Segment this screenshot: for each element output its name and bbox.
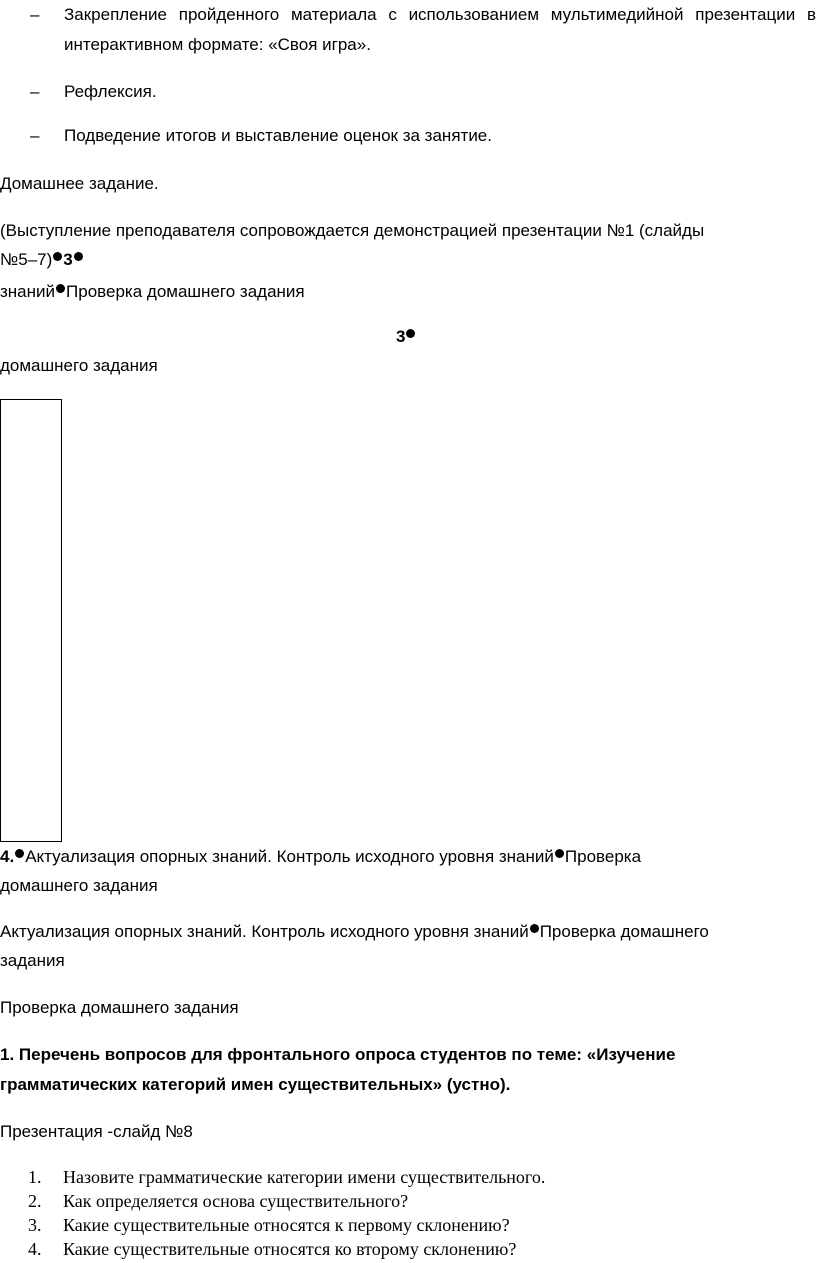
check-homework-heading: Проверка домашнего задания — [0, 998, 239, 1017]
dash-marker: – — [30, 82, 40, 101]
bullet-icon — [555, 849, 564, 858]
bullet-icon — [53, 252, 62, 261]
presentation-note-line2 — [0, 245, 84, 275]
bullet-icon — [406, 329, 415, 338]
list-text: Как определяется основа существительного? — [63, 1191, 409, 1211]
garbled-text: знаний — [0, 282, 56, 301]
list-number: 1. — [28, 1167, 42, 1187]
centered-number — [396, 322, 416, 352]
slide-reference: Презентация -слайд №8 — [0, 1122, 193, 1141]
garbled-text: домашнего задания — [0, 356, 158, 375]
list-number: 2. — [28, 1191, 42, 1211]
repeat-text: Проверка домашнего — [539, 922, 709, 941]
homework-heading: Домашнее задание. — [0, 174, 159, 193]
question-heading-line1: 1. Перечень вопросов для фронтального опроса студентов по теме: «Изучение — [0, 1045, 676, 1064]
empty-frame — [0, 399, 62, 842]
presentation-note-line1: (Выступление преподавателя сопровождается демонстрацией презентации №1 (слайды — [0, 221, 705, 240]
bullet-icon — [530, 924, 539, 933]
bullet-icon — [56, 284, 65, 293]
dash-marker: – — [30, 5, 40, 24]
list-text: Назовите грамматические категории имени существительного. — [63, 1167, 546, 1187]
dash-item-text: Подведение итогов и выставление оценок за занятие. — [64, 126, 492, 145]
list-text: Какие существительные относятся к первому склонению? — [63, 1215, 510, 1235]
list-number: 3. — [28, 1215, 42, 1235]
question-heading-line2: грамматических категорий имен существительных» (устно). — [0, 1075, 511, 1094]
repeat-text: Актуализация опорных знаний. Контроль исходного уровня знаний — [0, 922, 529, 941]
section-4-text: Актуализация опорных знаний. Контроль исходного уровня знаний — [25, 847, 554, 866]
dash-item-text: Рефлексия. — [64, 82, 157, 101]
dash-item-text: Закрепление пройденного материала с использованием мультимедийной презентации в интерактивном формате: «Своя игра». — [64, 5, 816, 54]
section-4-line2: домашнего задания — [0, 876, 158, 895]
section-4-line1 — [0, 842, 641, 872]
garbled-text: Проверка домашнего задания — [66, 282, 305, 301]
bullet-icon — [74, 252, 83, 261]
repeat-line1 — [0, 917, 709, 947]
bullet-icon — [15, 849, 24, 858]
list-number: 4. — [28, 1239, 42, 1259]
section-4-text: Проверка — [564, 847, 642, 866]
list-text: Какие существительные относятся ко второму склонению? — [63, 1239, 517, 1259]
repeat-line2: задания — [0, 951, 65, 970]
garbled-line — [0, 277, 305, 307]
slide-range: №5–7) — [0, 250, 53, 269]
section-number: 4. — [0, 847, 15, 866]
section-number: 3 — [396, 327, 406, 346]
dash-marker: – — [30, 126, 40, 145]
section-number: 3 — [63, 250, 73, 269]
